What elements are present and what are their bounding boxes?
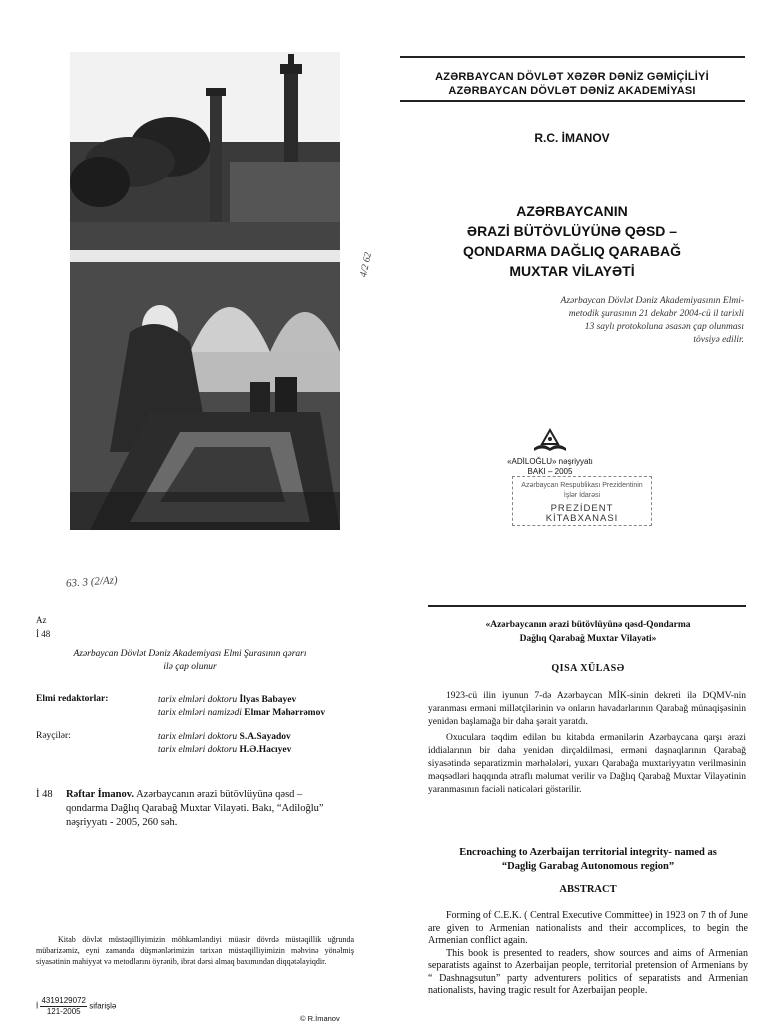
- classification: [36, 613, 50, 641]
- editor-name: İlyas Babayev: [239, 695, 297, 705]
- book-title: [412, 201, 732, 281]
- isbn-fraction: [40, 996, 87, 1017]
- stamp-line-3: PREZİDENT KİTABXANASI: [545, 503, 619, 524]
- reviewer-role: tarix elmləri doktoru: [158, 732, 238, 742]
- summary-title-line-1: «Azərbaycanın ərazi bütövlüyünə qəsd-Qondarma: [485, 620, 691, 630]
- reference-index: İ 48: [36, 789, 53, 800]
- reference-text: Azərbaycanın ərazi bütövlüyünə qəsd – qondarma Dağlıq Qarabağ Muxtar Vilayəti. Bakı, “Adiloğlu” nəşriyyatı - 2005, 260 səh.: [66, 789, 324, 828]
- academy-header: [400, 70, 744, 98]
- top-rule: [400, 56, 745, 58]
- author-name: R.C. İMANOV: [534, 131, 610, 145]
- summary-title-line-2: Dağlıq Qarabağ Muxtar Vilayəti»: [519, 634, 657, 644]
- isbn-numerator: 4319129072: [41, 996, 86, 1005]
- stamp-line-2: İşlər İdarəsi: [563, 492, 601, 499]
- editors-label: Elmi redaktorlar:: [36, 694, 109, 704]
- title-line: QONDARMA DAĞLIQ QARABAĞ: [462, 243, 682, 259]
- title-line: ƏRAZİ BÜTÖVLÜYÜNƏ QƏSD –: [466, 223, 678, 239]
- editor-entry: [158, 694, 358, 707]
- isbn-prefix: İ: [36, 1001, 39, 1011]
- editor-entry: [158, 707, 358, 720]
- approval-note: Azərbaycan Dövlət Dəniz Akademiyasının Elmi-metodik şurasının 21 dekabr 2004-cü il tarixli 13 saylı protokoluna əsasən çap olunması tövsiyə edilir.: [560, 296, 744, 345]
- stamp-line-1: Azərbaycan Respublikası Prezidentinin: [521, 482, 643, 489]
- reviewer-name: S.A.Sayadov: [239, 732, 291, 742]
- summary-text: [428, 690, 746, 797]
- title-line: MUXTAR VİLAYƏTİ: [509, 263, 635, 279]
- classification-line-2: İ 48: [36, 629, 51, 639]
- library-stamp: [512, 476, 652, 526]
- summary-paragraph: 1923-cü ilin iyunun 7-də Azərbaycan MİK-sinin dekreti ilə DQMV-nin yaranması erməni millətçilərinin və onların havadarlarının Qarabağ münaqişəsinin yenidən başlamağa bir daha şərait yaratdı.: [428, 691, 746, 727]
- title-line: AZƏRBAYCANIN: [516, 203, 628, 219]
- editors-list: [158, 694, 358, 720]
- cover-photo: [70, 52, 340, 530]
- abstract-title-line-1: Encroaching to Azerbaijan territorial integrity- named as: [459, 847, 717, 858]
- book-description: Kitab dövlət müstəqilliyimizin möhkəmləndiyi müasir dövrdə müstəqillik uğrunda mübarizəmiz, eyni zamanda düşmənlərimizin tarixən müstəqilliyimizin məhvinə yönəlmiş siyasətinin mahiyyət və metodlarını öyrənib, ibrət dərsi almaq baxımından diqqətəlayiqdir.: [36, 935, 354, 966]
- abstract-title: [430, 846, 746, 874]
- reviewer-entry: [158, 744, 358, 757]
- reviewers-label: Rəyçilər:: [36, 731, 71, 741]
- publisher-logo-icon: [532, 428, 568, 452]
- bibliographic-reference: [36, 788, 346, 830]
- abstract-text: [428, 910, 748, 998]
- isbn-suffix: sifarişlə: [89, 1001, 117, 1011]
- reference-body: [66, 788, 346, 830]
- editor-name: Elmar Məhərrəmov: [244, 708, 326, 718]
- abstract-paragraph: Forming of C.E.K. ( Central Executive Committee) in 1923 on 7 th of June are given to Armenian nationalists and their accomplices, to begin the Armenian conflict again.: [428, 910, 748, 946]
- editor-role: tarix elmləri doktoru: [158, 695, 238, 705]
- publisher-info: [500, 457, 600, 477]
- isbn-block: [36, 996, 116, 1017]
- header-rule: [400, 100, 745, 102]
- publisher-city-year: BAKI – 2005: [527, 467, 573, 476]
- academy-line-2: AZƏRBAYCAN DÖVLƏT DƏNİZ AKADEMİYASI: [448, 85, 696, 97]
- reviewers-list: [158, 731, 358, 757]
- summary-rule: [428, 605, 746, 607]
- reference-author: Rəftar İmanov.: [66, 789, 135, 800]
- reviewer-entry: [158, 731, 358, 744]
- isbn-denominator: 121-2005: [46, 1007, 81, 1016]
- editor-role: tarix elmləri namizədi: [158, 708, 242, 718]
- abstract-heading: ABSTRACT: [559, 884, 617, 895]
- abstract-title-line-2: “Daglig Garabag Autonomous region”: [501, 861, 675, 872]
- handwritten-side-note: 4/2 62: [358, 251, 375, 279]
- classification-line-1: Az: [36, 615, 47, 625]
- reviewer-name: H.Ə.Hacıyev: [239, 745, 292, 755]
- abstract-paragraph: This book is presented to readers, show sources and aims of Armenian separatists against to Azerbaijan people, territorial pretension of Armenians by “ Dashnagsutun” party adventurers politics of separatists and Armenian nationalists, having tragic result for Azerbaijan people.: [428, 947, 748, 996]
- copyright: © R.İmanov: [300, 1014, 340, 1023]
- council-decision: Azərbaycan Dövlət Dəniz Akademiyası Elmi Şurasının qərarı ilə çap olunur: [73, 649, 307, 672]
- handwritten-note: 63. 3 (2/Az): [65, 574, 118, 590]
- academy-line-1: AZƏRBAYCAN DÖVLƏT XƏZƏR DƏNİZ GƏMİÇİLİYİ: [435, 71, 709, 83]
- summary-paragraph: Oxuculara təqdim edilən bu kitabda ermənilərin Azərbaycana qarşı ərazi iddialarının bir daha yenidən dirçəldilməsi, erməni daşnaqlarının Qarabağ siyasətində separatizmin mərhələləri, yuxarı Qarabağa muxtariyyatın verilməsinin məqsədləri haqqında ətraflı məlumat verilir və Dağlıq Qarabağ Muxtar Vilayətinin yaranmasının faciəli nəticələri göstərilir.: [428, 733, 746, 795]
- summary-book-title: [430, 618, 746, 646]
- reviewer-role: tarix elmləri doktoru: [158, 745, 238, 755]
- summary-heading: QISA XÜLASƏ: [551, 663, 625, 674]
- publisher-name: «ADİLOĞLU» nəşriyyatı: [507, 457, 593, 466]
